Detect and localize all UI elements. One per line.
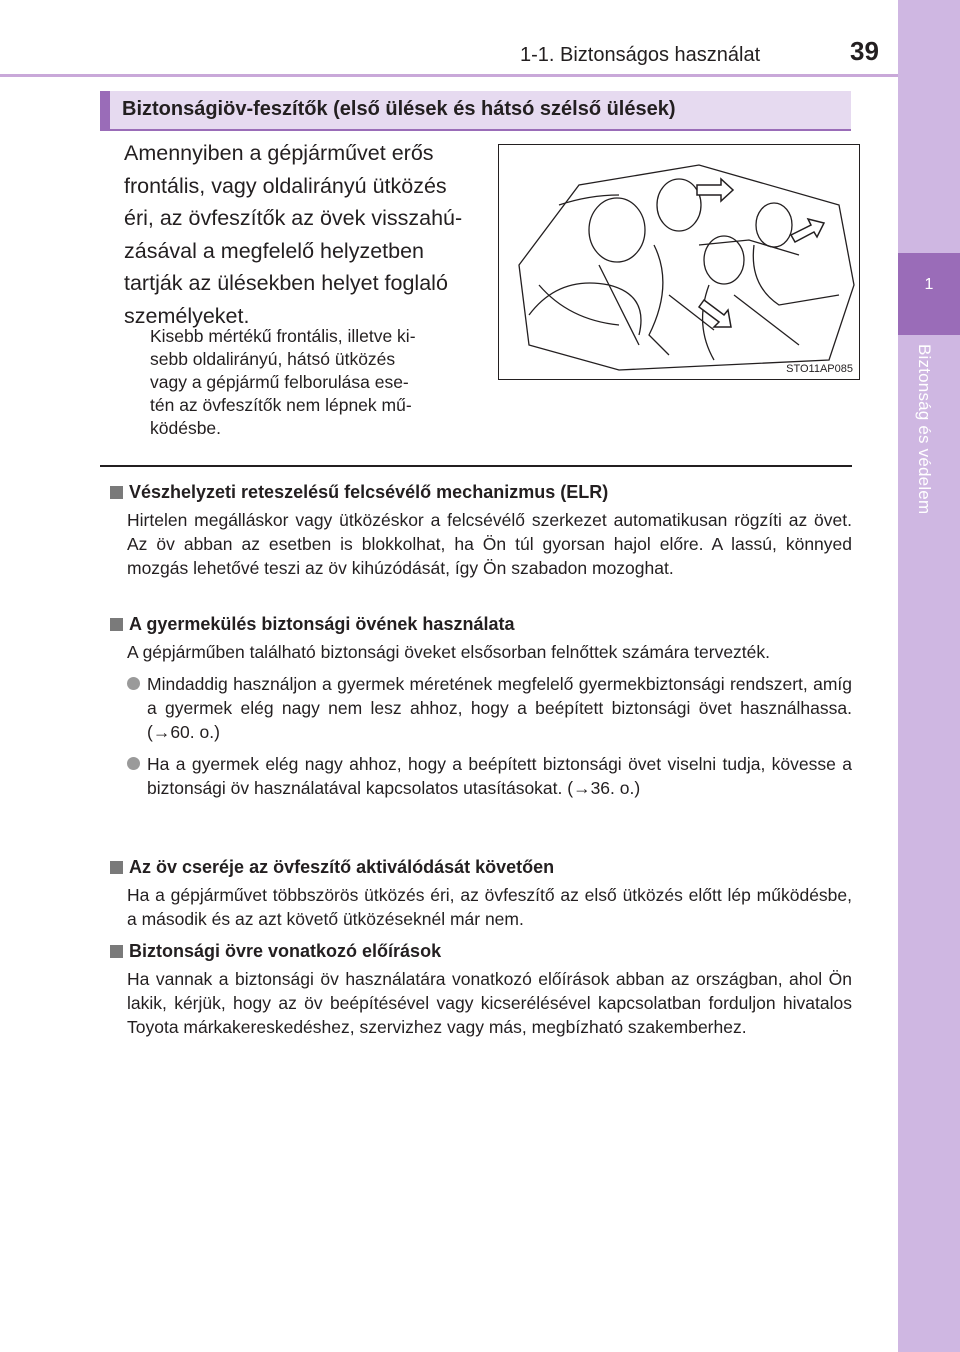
header-rule [0,74,898,77]
block-text: Ha a gépjárművet többszörös ütközés éri, az övfeszítő az első ütközés előtt lép működésbe, a második és az azt követő ütközéseknél már nem. [127,885,852,929]
square-bullet-icon [110,861,123,874]
info-block-child-seatbelt [110,612,852,800]
info-block-elr [110,480,852,580]
intro-line: tartják az ülésekben helyet foglaló [124,271,448,295]
block-heading: Vészhelyzeti reteszelésű felcsévélő mechanizmus (ELR) [129,482,609,502]
note-line: sebb oldalirányú, hátsó ütközés [150,349,396,369]
block-heading: A gyermekülés biztonsági övének használata [129,614,515,634]
block-text: Ha vannak a biztonsági öv használatára vonatkozó előírások abban az országban, ahol Ön lakik, kérjük, hogy az öv beépítésével vagy kicserélésével kapcsolatban forduljon hivatalos Toyota márkakereskedéshez, szervizhez vagy más, megbízható szakemberhez. [127,969,852,1037]
section-heading-underline [100,129,851,131]
note-line: Kisebb mértékű frontális, illetve ki- [150,326,416,346]
page-number: 39 [850,36,879,66]
side-tab-number: 1 [924,276,934,293]
square-bullet-icon [110,486,123,499]
intro-line: személyeket. [124,303,250,328]
note-line: tén az övfeszítők nem lépnek mű- [150,395,412,415]
bullet-text: Ha a gyermek elég nagy ahhoz, hogy a beépített biztonsági övet viselni tudja, kövesse a biztonsági öv használatával kapcsolatos utasításokat. (→36. o.) [147,754,852,798]
intro-line: frontális, vagy oldalirányú ütközés [124,173,447,198]
section-divider [100,465,852,467]
intro-line: éri, az övfeszítők az övek visszahú- [124,206,463,230]
section-note [150,325,476,440]
circle-bullet-icon [127,677,140,690]
block-text: A gépjárműben található biztonsági öveket elsősorban felnőttek számára tervezték. [127,642,771,662]
info-block-regulations [110,939,852,1039]
section-title: Biztonságiöv-feszítők (első ülések és hátsó szélső ülések) [122,98,676,120]
chapter-title: 1-1. Biztonságos használat [520,44,761,66]
note-line: vagy a gépjármű felborulása ese- [150,372,409,392]
intro-line: zásával a megfelelő helyzetben [124,238,424,263]
seatbelt-pretensioner-illustration [498,144,860,380]
side-tab-marker [898,253,960,335]
square-bullet-icon [110,945,123,958]
car-interior-drawing [499,145,858,378]
figure-code: STO11AP085 [786,363,853,375]
circle-bullet-icon [127,757,140,770]
side-tab-label: Biztonság és védelem [915,344,934,515]
block-heading: Az öv cseréje az övfeszítő aktiválódását követően [129,857,555,877]
section-intro [124,137,476,332]
square-bullet-icon [110,618,123,631]
block-text: Hirtelen megálláskor vagy ütközéskor a felcsévélő szerkezet automatikusan rögzíti az övet. Az öv abban az esetben is blokkolhat, ha Ön túl gyorsan hajol előre. A lassú, könnyed mozgás lehetővé teszi az öv kihúzódását, így Ön szabadon mozoghat. [127,510,852,578]
section-heading-accent [100,91,110,131]
info-block-belt-replacement [110,855,852,931]
note-line: ködésbe. [150,418,222,438]
bullet-text: Mindaddig használjon a gyermek méretének megfelelő gyermekbiztonsági rendszert, amíg a gyermek elég nagy nem lesz ahhoz, hogy a beépített biztonsági övet használhassa. (→60. o.) [147,674,852,742]
list-item [127,672,852,744]
block-heading: Biztonsági övre vonatkozó előírások [129,941,442,961]
side-thumb-bar [898,0,960,1352]
list-item [127,752,852,800]
intro-line: Amennyiben a gépjárművet erős [124,141,434,165]
